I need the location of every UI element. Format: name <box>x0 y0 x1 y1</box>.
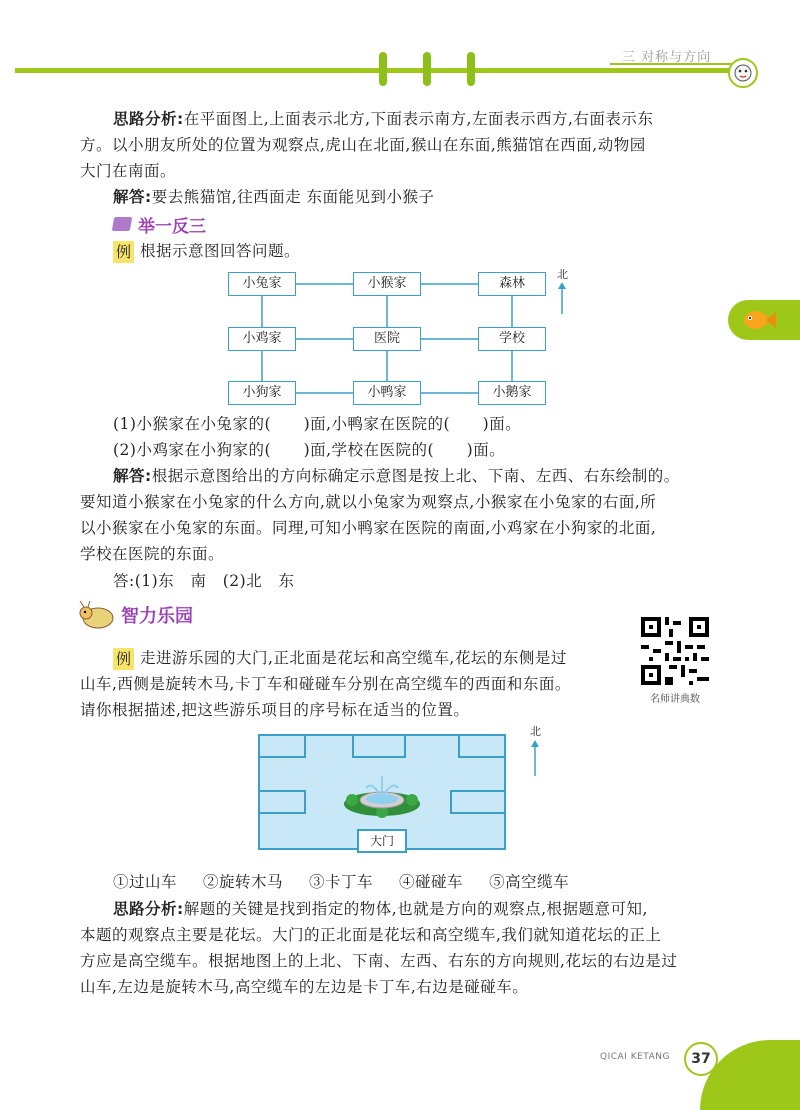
example-prompt: 根据示意图回答问题。 <box>140 242 301 260</box>
example-tag: 例 <box>113 241 134 263</box>
grid-cell: 小鹅家 <box>478 381 546 405</box>
binder-ring <box>423 52 431 86</box>
answer-label: 解答: <box>113 188 152 206</box>
gate-label: 大门 <box>357 829 407 853</box>
placeholder-box <box>258 734 306 758</box>
option-item: ③卡丁车 <box>309 873 374 891</box>
binder-ring <box>467 52 475 86</box>
option-item: ②旋转木马 <box>203 873 284 891</box>
analysis-line: 解题的关键是找到指定的物体,也就是方向的观察点,根据题意可知, <box>183 900 648 918</box>
answer-line: 要知道小猴家在小兔家的什么方向,就以小兔家为观察点,小猴家在小兔家的右面,所 <box>80 493 657 511</box>
section2-title: 智力乐园 <box>121 606 193 627</box>
question: (1)小猴家在小兔家的( )面,小鸭家在医院的( )面。 <box>113 415 522 433</box>
grid-cell: 学校 <box>478 327 546 351</box>
page-number: 37 <box>684 1042 718 1076</box>
analysis-line: 山车,左边是旋转木马,高空缆车的左边是卡丁车,右边是碰碰车。 <box>80 978 529 996</box>
north-label: 北 <box>557 268 568 281</box>
option-item: ⑤高空缆车 <box>489 873 570 891</box>
answer-text: 要去熊猫馆,往西面走 东面能见到小猴子 <box>151 188 435 206</box>
option-item: ①过山车 <box>113 873 178 891</box>
analysis-line: 方应是高空缆车。根据地图上的上北、下南、左西、右东的方向规则,花坛的右边是过 <box>80 952 678 970</box>
answer-label: 解答: <box>113 467 152 485</box>
chapter-title: 三 对称与方向 <box>622 50 712 65</box>
grid-cell: 小狗家 <box>228 381 296 405</box>
analysis-line: 本题的观察点主要是花坛。大门的正北面是花坛和高空缆车,我们就知道花坛的正上 <box>80 926 662 944</box>
analysis-label: 思路分析: <box>113 900 184 918</box>
qr-code[interactable] <box>641 617 709 685</box>
analysis-label: 思路分析: <box>113 110 184 128</box>
placeholder-box <box>352 734 406 758</box>
answer-line: 以小猴家在小兔家的东面。同理,可知小鸭家在医院的南面,小鸡家在小狗家的北面, <box>80 519 657 537</box>
answer-line: 学校在医院的东面。 <box>80 545 225 563</box>
grid-cell: 小猴家 <box>353 272 421 296</box>
problem-line: 请你根据描述,把这些游乐项目的序号标在适当的位置。 <box>80 701 470 719</box>
question: (2)小鸡家在小狗家的( )面,学校在医院的( )面。 <box>113 441 506 459</box>
final-answer: 答:(1)东 南 (2)北 东 <box>113 572 295 590</box>
fish-icon <box>738 305 778 335</box>
grid-cell: 小鸭家 <box>353 381 421 405</box>
section1-title: 举一反三 <box>138 217 206 237</box>
grid-cell: 小鸡家 <box>228 327 296 351</box>
options-row <box>113 870 595 895</box>
mascot-icon <box>728 58 758 88</box>
north-arrow-icon <box>529 740 541 776</box>
placeholder-box <box>458 734 506 758</box>
option-item: ④碰碰车 <box>399 873 464 891</box>
grid-cell: 医院 <box>353 327 421 351</box>
binder-ring <box>379 52 387 86</box>
grid-cell: 小兔家 <box>228 272 296 296</box>
bug-mascot-icon <box>76 600 116 630</box>
north-label: 北 <box>530 725 541 738</box>
fountain-icon <box>342 770 422 818</box>
qr-caption: 名师讲典数 <box>650 694 700 705</box>
example-tag: 例 <box>113 648 134 670</box>
placeholder-box <box>450 790 506 814</box>
grid-diagram <box>228 272 544 402</box>
analysis-line: 在平面图上,上面表示北方,下面表示南方,左面表示西方,右面表示东 <box>183 110 654 128</box>
park-map <box>258 734 506 850</box>
section-icon <box>112 217 132 231</box>
problem-line: 山车,西侧是旋转木马,卡丁车和碰碰车分别在高空缆车的西面和东面。 <box>80 675 571 693</box>
side-tab <box>728 300 800 340</box>
grid-cell: 森林 <box>478 272 546 296</box>
footer-brand: QICAI KETANG <box>600 1052 670 1062</box>
analysis-line: 大门在南面。 <box>80 162 177 180</box>
problem-line: 走进游乐园的大门,正北面是花坛和高空缆车,花坛的东侧是过 <box>140 649 567 667</box>
north-arrow-icon <box>556 282 568 314</box>
answer-line: 根据示意图给出的方向标确定示意图是按上北、下南、左西、右东绘制的。 <box>151 467 680 485</box>
analysis-line: 方。以小朋友所处的位置为观察点,虎山在北面,猴山在东面,熊猫馆在西面,动物园 <box>80 136 646 154</box>
placeholder-box <box>258 790 306 814</box>
